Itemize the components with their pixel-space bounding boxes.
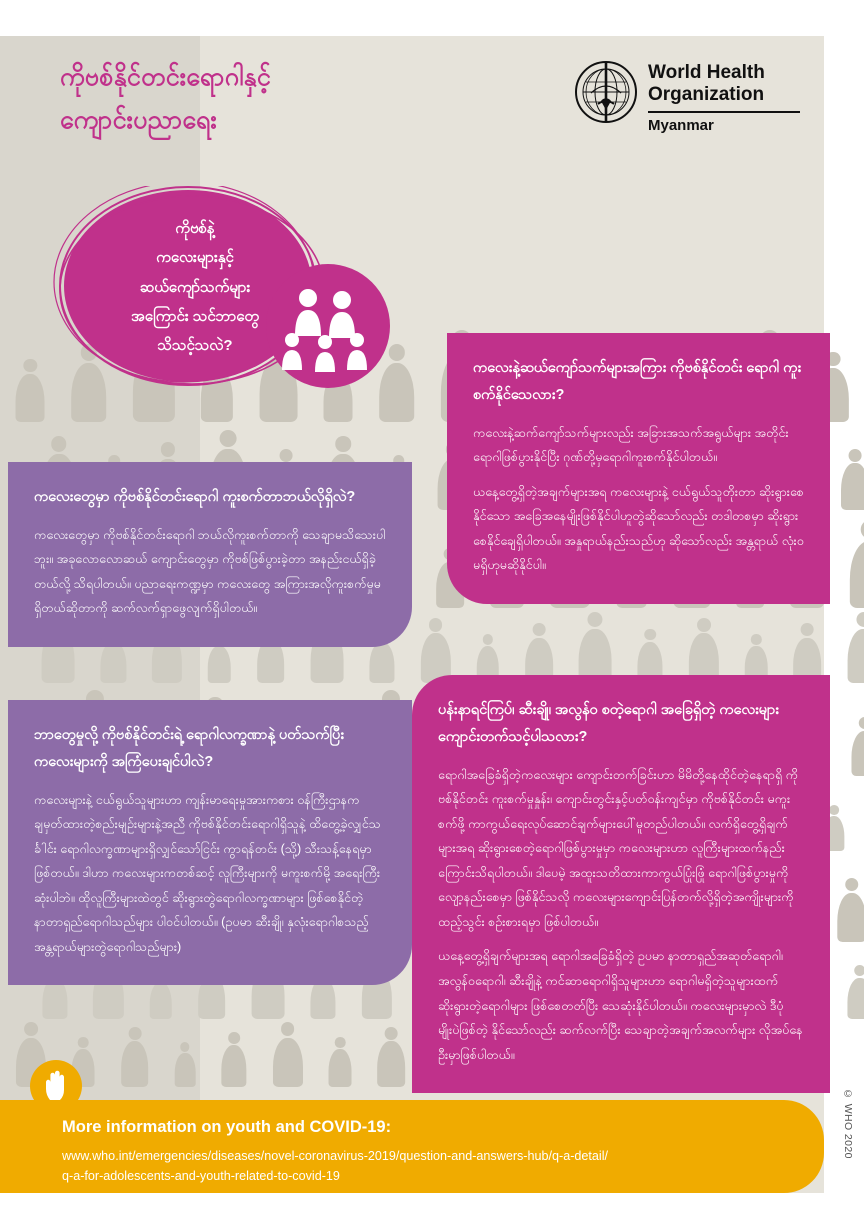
person-silhouette xyxy=(847,965,864,1020)
footer-title: More information on youth and COVID-19: xyxy=(62,1118,392,1136)
info-card-transmission xyxy=(447,333,830,604)
info-card-spread-in-children xyxy=(8,462,412,647)
footer-url-line-2[interactable]: q-a-for-adolescents-and-youth-related-to-covid-19 xyxy=(62,1169,340,1184)
background-right-strip xyxy=(824,0,864,1219)
person-silhouette xyxy=(847,612,864,683)
footer-url-line-1[interactable]: www.who.int/emergencies/diseases/novel-coronavirus-2019/question-and-answers-hub/q-a-detail/ xyxy=(62,1149,609,1163)
circle-line-5: သိသင့်သလဲ? xyxy=(157,337,233,354)
person-silhouette xyxy=(851,717,864,776)
footer-banner xyxy=(0,1100,824,1193)
circle-line-2: ကလေးများနှင့် xyxy=(156,249,234,267)
who-line-1: World Health xyxy=(648,62,765,83)
person-silhouette xyxy=(689,618,719,684)
person-silhouette xyxy=(837,878,864,942)
card-paragraph: ကလေးတွေမှာ ကိုဗစ်နိုင်တင်းရောဂါ ဘယ်လိုကူးစက်တာကို သေချာမသိသေးပါဘူး။ အခုလောလောဆယ် ကျောင်းတွေမှာ ကိုဗစ်ဖြစ်ပွားခဲ့တာ အနည်းငယ်ရှိခဲ့တယ်လို့ သိရပါတယ်။ ပညာရေးကဏ္ဍမှာ ကလေးတွေ အကြားအလိုကူးစက်မှုမရှိတယ်ဆိုတာကို ဆက်လက်ရှာဖွေလျက်ရှိပါတယ်။ xyxy=(34,527,386,616)
card-paragraph: ကလေးနဲ့ဆက်ကျော်သက်များလည်း အခြားအသက်အရွယ်များ အတိုင်း ရောဂါဖြစ်ပွားနိုင်ပြီး ဂုဏ်တို့မှရောဂါကူးစက်နိုင်ပါတယ်။ xyxy=(473,425,789,465)
page-title xyxy=(60,56,540,141)
card-paragraph: ယနေ့တွေ့ရှိတဲ့အချက်များအရ ကလေးများနဲ့ ငယ်ရွယ်သူတိုးတာ ဆိုးရွားစေနိုင်သော အခြေအနေမျိုးဖြစ်နိုင်ပါဟူတွဲဆိုသော်လည်း တဒါတစမှာ ဆိုးရွားစေနိုင်ချေရှိပါတယ်။ အနှုရာယ်နည်းသည်ဟု ဆိုသော်လည်း အန္တရာယ် လုံးဝမရှိဟုမဆိုနိုင်ပါ။ xyxy=(473,484,804,573)
footer-url[interactable] xyxy=(62,1146,762,1186)
card-paragraph: ကလေးများနဲ့ ငယ်ရွယ်သူများဟာ ကျန်းမာရေးမှုအားကစား ဝန်ကြီးဌာနက ချမှတ်ထားတဲ့စည်းမျဉ်းများနဲ့အညီ ကိုဗစ်နိုင်တင်းရောဂါရှိသူနဲ့ ထိတွေ့ခဲ့လျှင်သင်္ခါင်း ရောဂါလက္ခဏာများရှိလျှင်သော်ငြင်း ကွာရန်တင်း (သို့) သီးသန့်နေရမှာဖြစ်တယ်။ ဒါဟာ ကလေးများကတစ်ဆင့် လူကြီးများကို မကူးစက်မို့ အရေးကြီးဆုံးပါဘဲ။ ထိုလူကြီးများထဲတွင် ဆိုးရွားတွဲရောဂါလက္ခဏာများ ဖြစ်စေနိုင်တဲ့ နာတာရှည်ရောဂါသည်များ ပါဝင်ပါတယ်။ (ဥပမာ ဆီးချို၊ နှလုံးရောဂါစသည့် အန္တရာယ်များတွဲရောဂါသည်များ) xyxy=(34,792,381,954)
who-logo xyxy=(574,60,806,134)
background-bottom-band xyxy=(0,1193,864,1219)
who-line-2: Organization xyxy=(648,83,765,105)
who-logo-text xyxy=(648,60,800,134)
person-silhouette xyxy=(841,449,864,510)
person-silhouette xyxy=(329,1037,352,1087)
card-paragraph: ရောဂါအခြေခံရှိတဲ့ကလေးများ ကျောင်းတက်ခြင်းဟာ မိမိတို့နေထိုင်တဲ့နေရာရှိ ကိုဗစ်နိုင်တင်း ကူးစက်မှုနှုန်း၊ ကျောင်းတွင်းနှင့်ပတ်ဝန်းကျင်မှာ ကိုဗစ်နိုင်တင်း မကူးစက်ဖို့ ကာကွယ်ရေးလုပ်ဆောင်ချက်များပေါ်မူတည်ပါတယ်။ လက်ရှိတွေ့ရှိချက်များအရ ဆိုးရွားစေတဲ့ရောဂါဖြစ်ပွားမှုမှာ ကလေးများဟာ လူကြီးများထက်နည်းကြောင်းသိရပါတယ်။ ဒါပေမဲ့ အထူးသတိထားကာကွယ်ပြုံးဖြုံ ရောဂါဖြစ်ပွားမှုကို လျော့နည်းစေမှာ ဖြစ်နိုင်သလို ကလေးများကျောင်းပြန်တက်လို့ရှိတဲ့အကျိုးများကို ထည့်သွင်း စဉ်းစားရမှာ ဖြစ်ပါတယ်။ xyxy=(438,767,798,929)
person-silhouette xyxy=(175,1042,196,1087)
card-heading: ပန်းနာရင်ကြပ်၊ ဆီးချို၊ အလွန်ဝ စတဲ့ရောဂါ အခြေရှိတဲ့ ကလေးများ ကျောင်းတက်သင့်ပါသလား? xyxy=(438,702,779,745)
person-silhouette xyxy=(579,612,612,683)
who-country-label: Myanmar xyxy=(648,116,714,134)
circle-caption xyxy=(88,214,302,360)
info-card-underlying-conditions xyxy=(412,675,830,1093)
circle-line-1: ကိုဗစ်နဲ့ xyxy=(175,220,215,237)
person-silhouette xyxy=(420,618,450,684)
card-heading: ကလေးနဲ့ဆယ်ကျော်သက်များအကြား ကိုဗစ်နိုင်တင်း ရောဂါ ကူးစက်နိုင်သေလား? xyxy=(473,360,802,403)
person-silhouette xyxy=(378,1027,406,1087)
person-silhouette xyxy=(850,520,864,608)
who-emblem-icon xyxy=(574,60,638,124)
person-silhouette xyxy=(121,1027,149,1087)
circle-line-4: အကြောင်း သင်ဘာတွေ xyxy=(130,307,260,325)
title-line-1: ကိုဗစ်နိုင်တင်းရောဂါနှင့် xyxy=(60,63,272,91)
background-top-band xyxy=(0,0,864,36)
card-heading: ကလေးတွေမှာ ကိုဗစ်နိုင်တင်းရောဂါ ကူးစက်တာဘယ်လိုရှိလဲ? xyxy=(34,489,356,505)
info-card-symptoms-advice xyxy=(8,700,412,985)
title-line-2: ကျောင်းပညာရေး xyxy=(60,105,217,134)
person-silhouette xyxy=(221,1032,246,1087)
card-heading: ဘာတွေမှုလို့ ကိုဗစ်နိုင်တင်းရဲ့ ရောဂါလက္ခဏာနဲ့ ပတ်သက်ပြီး ကလေးများကို အကြံပေးချင်ပါလဲ? xyxy=(34,727,345,770)
circle-line-3: ဆယ်ကျော်သက်များ xyxy=(139,278,251,296)
card-paragraph: ယနေ့တွေ့ရှိချက်များအရ ရောဂါအခြေခံရှိတဲ့ ဥပမာ နာတာရှည်အဆုတ်ရောဂါ၊ အလွန်ဝရောဂါ၊ ဆီးချိုနဲ့ ကင်ဆာရောဂါရှိသူများဟာ ရောဂါမရှိတဲ့သူများထက် ဆိုးရွားတဲ့ရောဂါများ ဖြစ်စေတတ်ပြီး သေဆုံးနိုင်ပါတယ်။ ကလေးများမှာလဲ ဒီပုံမျိုးပဲဖြစ်တဲ့ နိုင်သော်လည်း ဆက်လက်ပြီး သေချာတဲ့အချက်အလက်များ လိုအပ်နေဦးမှာဖြစ်ပါတယ်။ xyxy=(438,949,803,1062)
person-silhouette xyxy=(273,1022,303,1087)
who-divider xyxy=(648,111,800,113)
copyright-notice: © WHO 2020 xyxy=(842,1088,854,1159)
